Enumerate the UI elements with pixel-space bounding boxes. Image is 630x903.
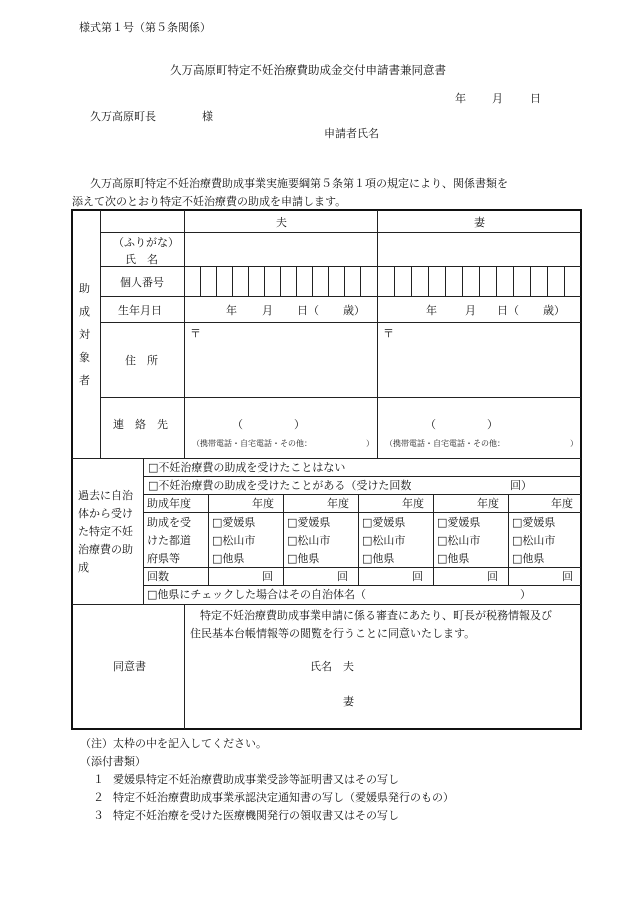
past-subsidy-label-line: 治療費の助: [78, 543, 133, 556]
count-label: 回数: [147, 570, 169, 583]
pref-matsuyama-checkbox[interactable]: □松山市: [287, 534, 331, 547]
prefecture-label-line: けた都道: [147, 534, 191, 547]
count-unit: 回: [337, 570, 348, 583]
footnote: （注）太枠の中を記入してください。: [80, 737, 267, 750]
date-day-label: 日: [530, 92, 541, 105]
intro-line-2: 添えて次のとおり特定不妊治療費の助成を申請します。: [72, 195, 347, 208]
fiscal-year-unit: 年度: [252, 497, 274, 510]
attachment-text: 特定不妊治療を受けた医療機関発行の領収書又はその写し: [113, 809, 399, 822]
fiscal-year-unit: 年度: [402, 497, 424, 510]
husband-phone-paren-open: （: [232, 418, 243, 431]
pref-other-checkbox[interactable]: □他県: [512, 552, 545, 565]
husband-column-header: 夫: [276, 216, 287, 229]
fiscal-year-unit: 年度: [477, 497, 499, 510]
fiscal-year-label: 助成年度: [147, 497, 191, 510]
attachment-text: 愛媛県特定不妊治療費助成事業受診等証明書又はその写し: [113, 773, 399, 786]
pref-other-checkbox[interactable]: □他県: [437, 552, 470, 565]
other-pref-note-end: ）: [520, 588, 531, 601]
pref-ehime-checkbox[interactable]: □愛媛県: [212, 516, 256, 529]
prefecture-label-line: 助成を受: [147, 516, 191, 529]
date-year-label: 年: [455, 92, 466, 105]
past-subsidy-label-line: 体から受け: [78, 507, 133, 520]
wife-phone-paren-close: ）: [487, 418, 498, 431]
husband-phone-paren-close: ）: [294, 418, 305, 431]
past-option-none[interactable]: □不妊治療費の助成を受けたことはない: [148, 461, 346, 474]
past-option-yes-unit: 回）: [510, 479, 532, 492]
pref-matsuyama-checkbox[interactable]: □松山市: [437, 534, 481, 547]
count-unit: 回: [562, 570, 573, 583]
birthdate-label: 生年月日: [118, 304, 162, 317]
husband-age[interactable]: 歳）: [343, 304, 365, 317]
mynumber-label: 個人番号: [120, 276, 164, 289]
name-label: 氏 名: [125, 253, 158, 266]
consent-label: 同意書: [113, 660, 146, 673]
husband-birth-month[interactable]: 月: [262, 304, 273, 317]
pref-other-checkbox[interactable]: □他県: [212, 552, 245, 565]
fiscal-year-unit: 年度: [551, 497, 573, 510]
intro-line-1: 久万高原町特定不妊治療費助成事業実施要綱第５条第１項の規定により、関係書類を: [90, 177, 508, 190]
form-number: 様式第１号（第５条関係）: [79, 21, 211, 34]
attachment-text: 特定不妊治療費助成事業承認決定通知書の写し（愛媛県発行のもの）: [113, 791, 454, 804]
address-label: 住 所: [125, 354, 158, 367]
wife-contact-note: （携帯電話・自宅電話・その他：: [385, 439, 505, 448]
pref-matsuyama-checkbox[interactable]: □松山市: [212, 534, 256, 547]
wife-birth-day[interactable]: 日（: [497, 304, 519, 317]
attachment-number: ２: [93, 791, 104, 804]
pref-matsuyama-checkbox[interactable]: □松山市: [512, 534, 556, 547]
wife-birth-year[interactable]: 年: [426, 304, 437, 317]
attachments-heading: （添付書類）: [80, 755, 146, 768]
addressee-name: 久万高原町長: [90, 110, 156, 123]
pref-ehime-checkbox[interactable]: □愛媛県: [362, 516, 406, 529]
attachment-number: １: [93, 773, 104, 786]
subject-label-char: 者: [79, 374, 90, 387]
consent-husband-label: 夫: [343, 660, 354, 673]
husband-birth-day[interactable]: 日（: [297, 304, 319, 317]
fiscal-year-unit: 年度: [327, 497, 349, 510]
page-title: 久万高原町特定不妊治療費助成金交付申請書兼同意書: [170, 63, 446, 77]
husband-birth-year[interactable]: 年: [226, 304, 237, 317]
pref-other-checkbox[interactable]: □他県: [287, 552, 320, 565]
subject-label-char: 象: [79, 351, 90, 364]
prefecture-label-line: 府県等: [147, 552, 180, 565]
wife-birth-month[interactable]: 月: [465, 304, 476, 317]
past-subsidy-label-line: 過去に自治: [78, 489, 133, 502]
past-option-yes[interactable]: □不妊治療費の助成を受けたことがある（受けた回数: [148, 479, 412, 492]
consent-name-label: 氏名: [310, 660, 332, 673]
furigana-label: （ふりがな）: [113, 236, 179, 249]
consent-text-line-1: 特定不妊治療費助成事業申請に係る審査にあたり、町長が税務情報及び: [200, 609, 552, 622]
pref-matsuyama-checkbox[interactable]: □松山市: [362, 534, 406, 547]
subject-label-char: 助: [79, 282, 90, 295]
attachment-number: ３: [93, 809, 104, 822]
pref-ehime-checkbox[interactable]: □愛媛県: [287, 516, 331, 529]
consent-wife-label: 妻: [343, 695, 354, 708]
pref-ehime-checkbox[interactable]: □愛媛県: [437, 516, 481, 529]
husband-contact-note-end: ）: [366, 439, 374, 448]
subject-label-char: 成: [79, 305, 90, 318]
count-unit: 回: [412, 570, 423, 583]
applicant-name-label: 申請者氏名: [324, 127, 379, 140]
wife-phone-paren-open: （: [425, 418, 436, 431]
pref-other-checkbox[interactable]: □他県: [362, 552, 395, 565]
wife-column-header: 妻: [474, 216, 485, 229]
date-month-label: 月: [492, 92, 503, 105]
other-pref-note[interactable]: □他県にチェックした場合はその自治体名（: [147, 588, 367, 601]
contact-label: 連 絡 先: [113, 418, 168, 431]
wife-age[interactable]: 歳）: [543, 304, 565, 317]
pref-ehime-checkbox[interactable]: □愛媛県: [512, 516, 556, 529]
past-subsidy-label-line: た特定不妊: [78, 525, 133, 538]
count-unit: 回: [487, 570, 498, 583]
wife-postal-mark: 〒: [383, 327, 394, 340]
count-unit: 回: [262, 570, 273, 583]
subject-label-char: 対: [79, 328, 90, 341]
addressee-honorific: 様: [202, 110, 213, 123]
wife-contact-note-end: ）: [570, 439, 578, 448]
past-subsidy-label-line: 成: [78, 561, 89, 574]
husband-postal-mark: 〒: [190, 327, 201, 340]
consent-text-line-2: 住民基本台帳情報等の閲覧を行うことに同意いたします。: [190, 627, 476, 640]
husband-contact-note: （携帯電話・自宅電話・その他：: [192, 439, 312, 448]
